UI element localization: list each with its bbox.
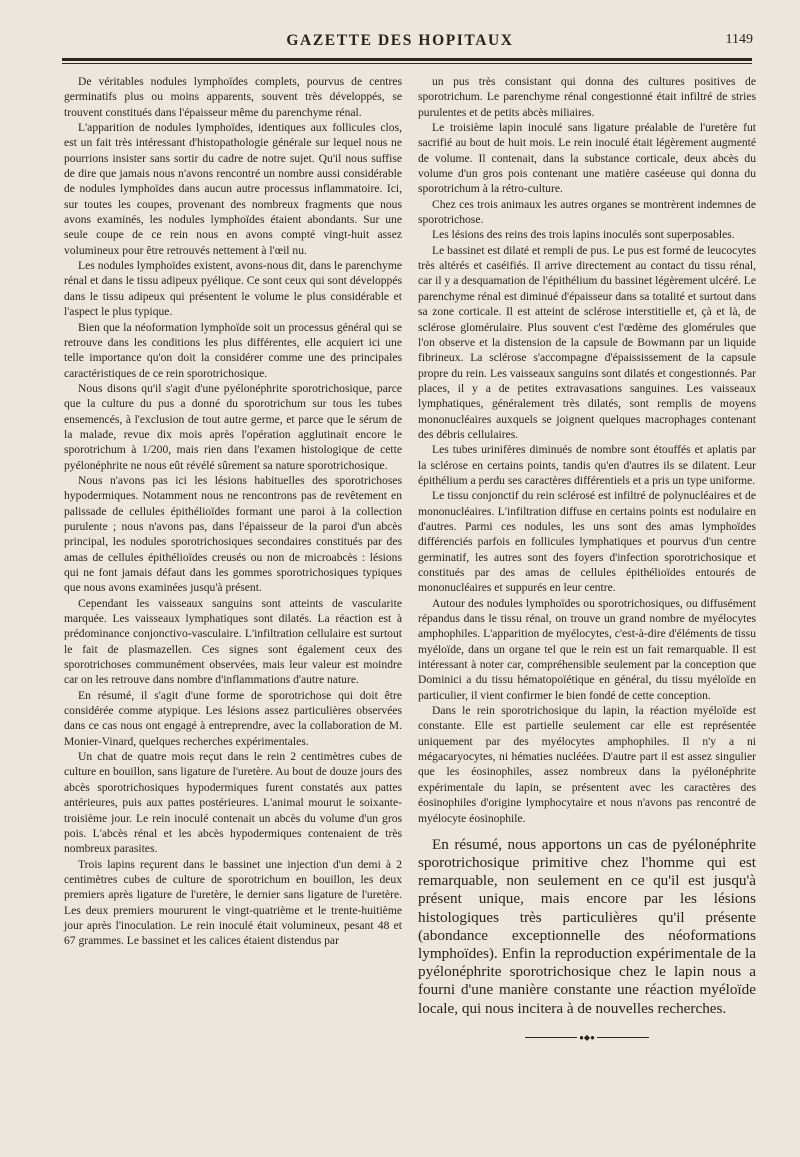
end-ornament — [418, 1030, 756, 1045]
header-rule-thick — [62, 58, 752, 61]
right-column — [418, 74, 756, 1045]
ornament-line-left — [525, 1037, 577, 1038]
ornament-line-right — [597, 1037, 649, 1038]
paragraph: Le troisième lapin inoculé sans ligature préalable de l'uretère fut sacrifié au bout de huit mois. Le rein inoculé était légèrement augmenté de volume. Il contenait, dans la substance corticale, deux abcès du volume d'un gros pois contenant une matière caséeuse qui donna du sporotrichum à la rétro-culture. — [418, 121, 756, 196]
page-header — [0, 30, 800, 54]
paragraph: Trois lapins reçurent dans le bassinet une injection d'un demi à 2 centimètres cubes de culture de sporotrichum en bouillon, les deux premiers après ligature de l'uretère, le dernier sans ligature de l'uretère. Les deux premiers moururent le vingt-quatrième et le trente-huitième jour après l'inoculation. Le rein inoculé était volumineux, pesant 48 et 67 grammes. Le bassinet et les calices étaient distendus par — [64, 857, 402, 948]
paragraph: Cependant les vaisseaux sanguins sont atteints de vascularite marquée. Les vaisseaux lymphatiques sont dilatés. La réaction est à prédominance conjonctivo-vasculaire. L'infiltration cellulaire est surtout le fait de plasmazellen. Ces signes sont également ceux des sporotrichoses communément observées, mais leur valeur est moindre car on les retrouve dans nombre d'inflammations d'autre nature. — [64, 596, 402, 687]
paragraph: Dans le rein sporotrichosique du lapin, la réaction myéloïde est constante. Elle est partielle seulement car elle est représentée uniquement par des myélocytes amphophiles. Il n'y a ni mégacaryocytes, ni hématies nucléées. D'autre part il est assez singulier que les éosinophiles, assez nombreux dans la pyélonéphrite expérimentale du lapin, se présentent avec les caractères des éosinophiles d'origine lymphocytaire et nous n'avons pas rencontré de myélocyte éosinophile. — [418, 704, 756, 825]
paragraph: Chez ces trois animaux les autres organes se montrèrent indemnes de sporotrichose. — [418, 197, 756, 227]
paragraph: Le bassinet est dilaté et rempli de pus. Le pus est formé de leucocytes très altérés et caséifiés. Il arrive directement au contact du tissu rénal, car il y a desquamation de l'épithélium du bassinet légèrement ulcéré. Le parenchyme rénal est diminué d'épaisseur dans sa totalité et surtout dans sa zone corticale. Il est atteint de sclérose interstitielle et, çà et là, de sclérose glomérulaire. Plus souvent c'est l'œdème des glomérules que l'on observe et la distension de la capsule de Bowmann par un liquide fibrineux. La sclérose s'accompagne d'épaississement de la capsule propre du rein. Les vaisseaux sanguins sont dilatés et congestionnés. Par places, il y a de petites extravasations sanguines. Les vaisseaux lymphatiques, généralement très dilatés, sont remplis de moyens mononucléaires auxquels se joignent quelques macrophages contenant des débris cellulaires. — [418, 243, 756, 441]
paragraph: Le tissu conjonctif du rein sclérosé est infiltré de polynucléaires et de mononucléaires. L'infiltration diffuse en certains points est nodulaire en d'autres. Parmi ces nodules, les uns sont des amas lymphoïdes différenciés parfois en follicules lymphatiques et pourvus d'un centre germinatif, les autres sont des foyers d'infection sporotrichosique et constitués par des amas de cellules épithélioïdes entourés de mononucléaires et suppurés en leur centre. — [418, 489, 756, 595]
header-rule-thin — [62, 63, 752, 64]
paragraph: Nous n'avons pas ici les lésions habituelles des sporotrichoses hypodermiques. Notamment nous ne rencontrons pas de revêtement en palissade de cellules épithélioïdes formant une paroi à la collection purulente ; nous n'avons pas, dans l'épaisseur de la paroi d'un abcès principal, les nodules sporotrichosiques secondaires constitués par des amas de cellules épithélioïdes creusés ou non de microabcès : lésions qui ne font jamais défaut dans les gommes sporotrichosiques typiques que nous avons examinées jusqu'à présent. — [64, 473, 402, 595]
paragraph: Un chat de quatre mois reçut dans le rein 2 centimètres cubes de culture en bouillon, sans ligature de l'uretère. Au bout de douze jours des abcès sporotrichosiques hypodermiques furent constatés aux pattes antérieures, puis aux pattes postérieures. L'animal mourut le soixante-troisième jour. Le rein inoculé contenait un abcès du volume d'un gros pois. L'abcès rénal et les abcès hypodermiques contenaient de très nombreux parasites. — [64, 750, 402, 856]
left-column — [64, 74, 402, 949]
page-number: 1149 — [725, 32, 753, 47]
paragraph: Bien que la néoformation lymphoïde soit un processus général qui se retrouve dans les conditions les plus différentes, elle acquiert ici une telle importance qu'on doit la considérer comme une des principales caractéristiques de ce rein sporotrichosique. — [64, 320, 402, 380]
paragraph: Nous disons qu'il s'agit d'une pyélonéphrite sporotrichosique, parce que la culture du pus a donné du sporotrichum sur tous les tubes ensemencés, à l'exclusion de tout autre germe, et parce que le sérum de la malade, revue dix mois après l'opération agglutinait encore le sporotrichum à 1/200, mais rien dans l'examen histologique de cette pyélonéphrite ne nous eût révélé sûrement sa nature sporotrichosique. — [64, 381, 402, 472]
paragraph: De véritables nodules lymphoïdes complets, pourvus de centres germinatifs plus ou moins apparents, souvent très développés, se trouvent constitués dans l'épaisseur même du parenchyme rénal. — [64, 75, 402, 119]
paragraph: En résumé, il s'agit d'une forme de sporotrichose qui doit être considérée comme atypique. Les lésions assez particulières observées dans ce cas nous ont engagé à entreprendre, avec la collaboration de M. Monier-Vinard, quelques recherches expérimentales. — [64, 688, 402, 748]
paragraph: un pus très consistant qui donna des cultures positives de sporotrichum. Le parenchyme rénal congestionné était infiltré de stries purulentes et de petits abcès miliaires. — [418, 75, 756, 119]
paragraph: Les nodules lymphoïdes existent, avons-nous dit, dans le parenchyme rénal et dans le tissu adipeux pyélique. Ce sont ceux qui sont développés dans le tissu adipeux qui présentent le volume le plus considérable et l'aspect le plus typique. — [64, 259, 402, 319]
paragraph: Autour des nodules lymphoïdes ou sporotrichosiques, ou diffusément répandus dans le tissu rénal, on trouve un grand nombre de myélocytes amphophiles. L'apparition de myélocytes, c'est-à-dire d'éléments de tissu myéloïde, dans un organe tel que le rein est un fait remarquable. Il est intéressant à noter car, compréhensible seulement par la conception que Dominici a du tissu hématopoïétique en général, du tissu myéloïde en particulier, il vient confirmer le bien fondé de cette conception. — [418, 596, 756, 702]
journal-title: GAZETTE DES HOPITAUX — [286, 32, 514, 49]
conclusion-paragraph: En résumé, nous apportons un cas de pyélonéphrite sporotrichosique primitive chez l'homme qui est remarquable, non seulement en ce qu'il est jusqu'à présent unique, mais encore par les lésions histologiques très particulières qu'il présente (abondance exceptionnelle des néoformations lymphoïdes). Enfin la reproduction expérimentale de la pyélonéphrite sporotrichosique chez le lapin nous a fourni d'une manière constante une réaction myéloïde locale, qui nous incitera à de nouvelles recherches. — [418, 835, 756, 1017]
paragraph: Les lésions des reins des trois lapins inoculés sont superposables. — [432, 228, 735, 242]
paragraph: L'apparition de nodules lymphoïdes, identiques aux follicules clos, est un fait très intéressant d'histopathologie générale sur lequel nous ne pourrions insister sans sortir du cadre de notre sujet. Qu'il nous suffise de dire que jamais nous n'avons rencontré un nombre aussi considérable de nodules lymphoïdes dans aucun autre processus inflammatoire. Ici, sur toutes les coupes, provenant des nombreux fragments que nous avons examinés, les nodules lymphoïdes étaient abondants. Sur une seule coupe de ce rein nous en avons compté vingt-huit assez volumineux pour être retrouvés nettement à l'œil nu. — [64, 121, 402, 257]
paragraph: Les tubes urinifères diminués de nombre sont étouffés et aplatis par la sclérose en certains points, tandis qu'en d'autres ils se dilatent. Leur épithélium a perdu ses caractères différentiels et a pris un type uniforme. — [418, 443, 756, 487]
ornament-dots: ●◆● — [579, 1032, 595, 1042]
